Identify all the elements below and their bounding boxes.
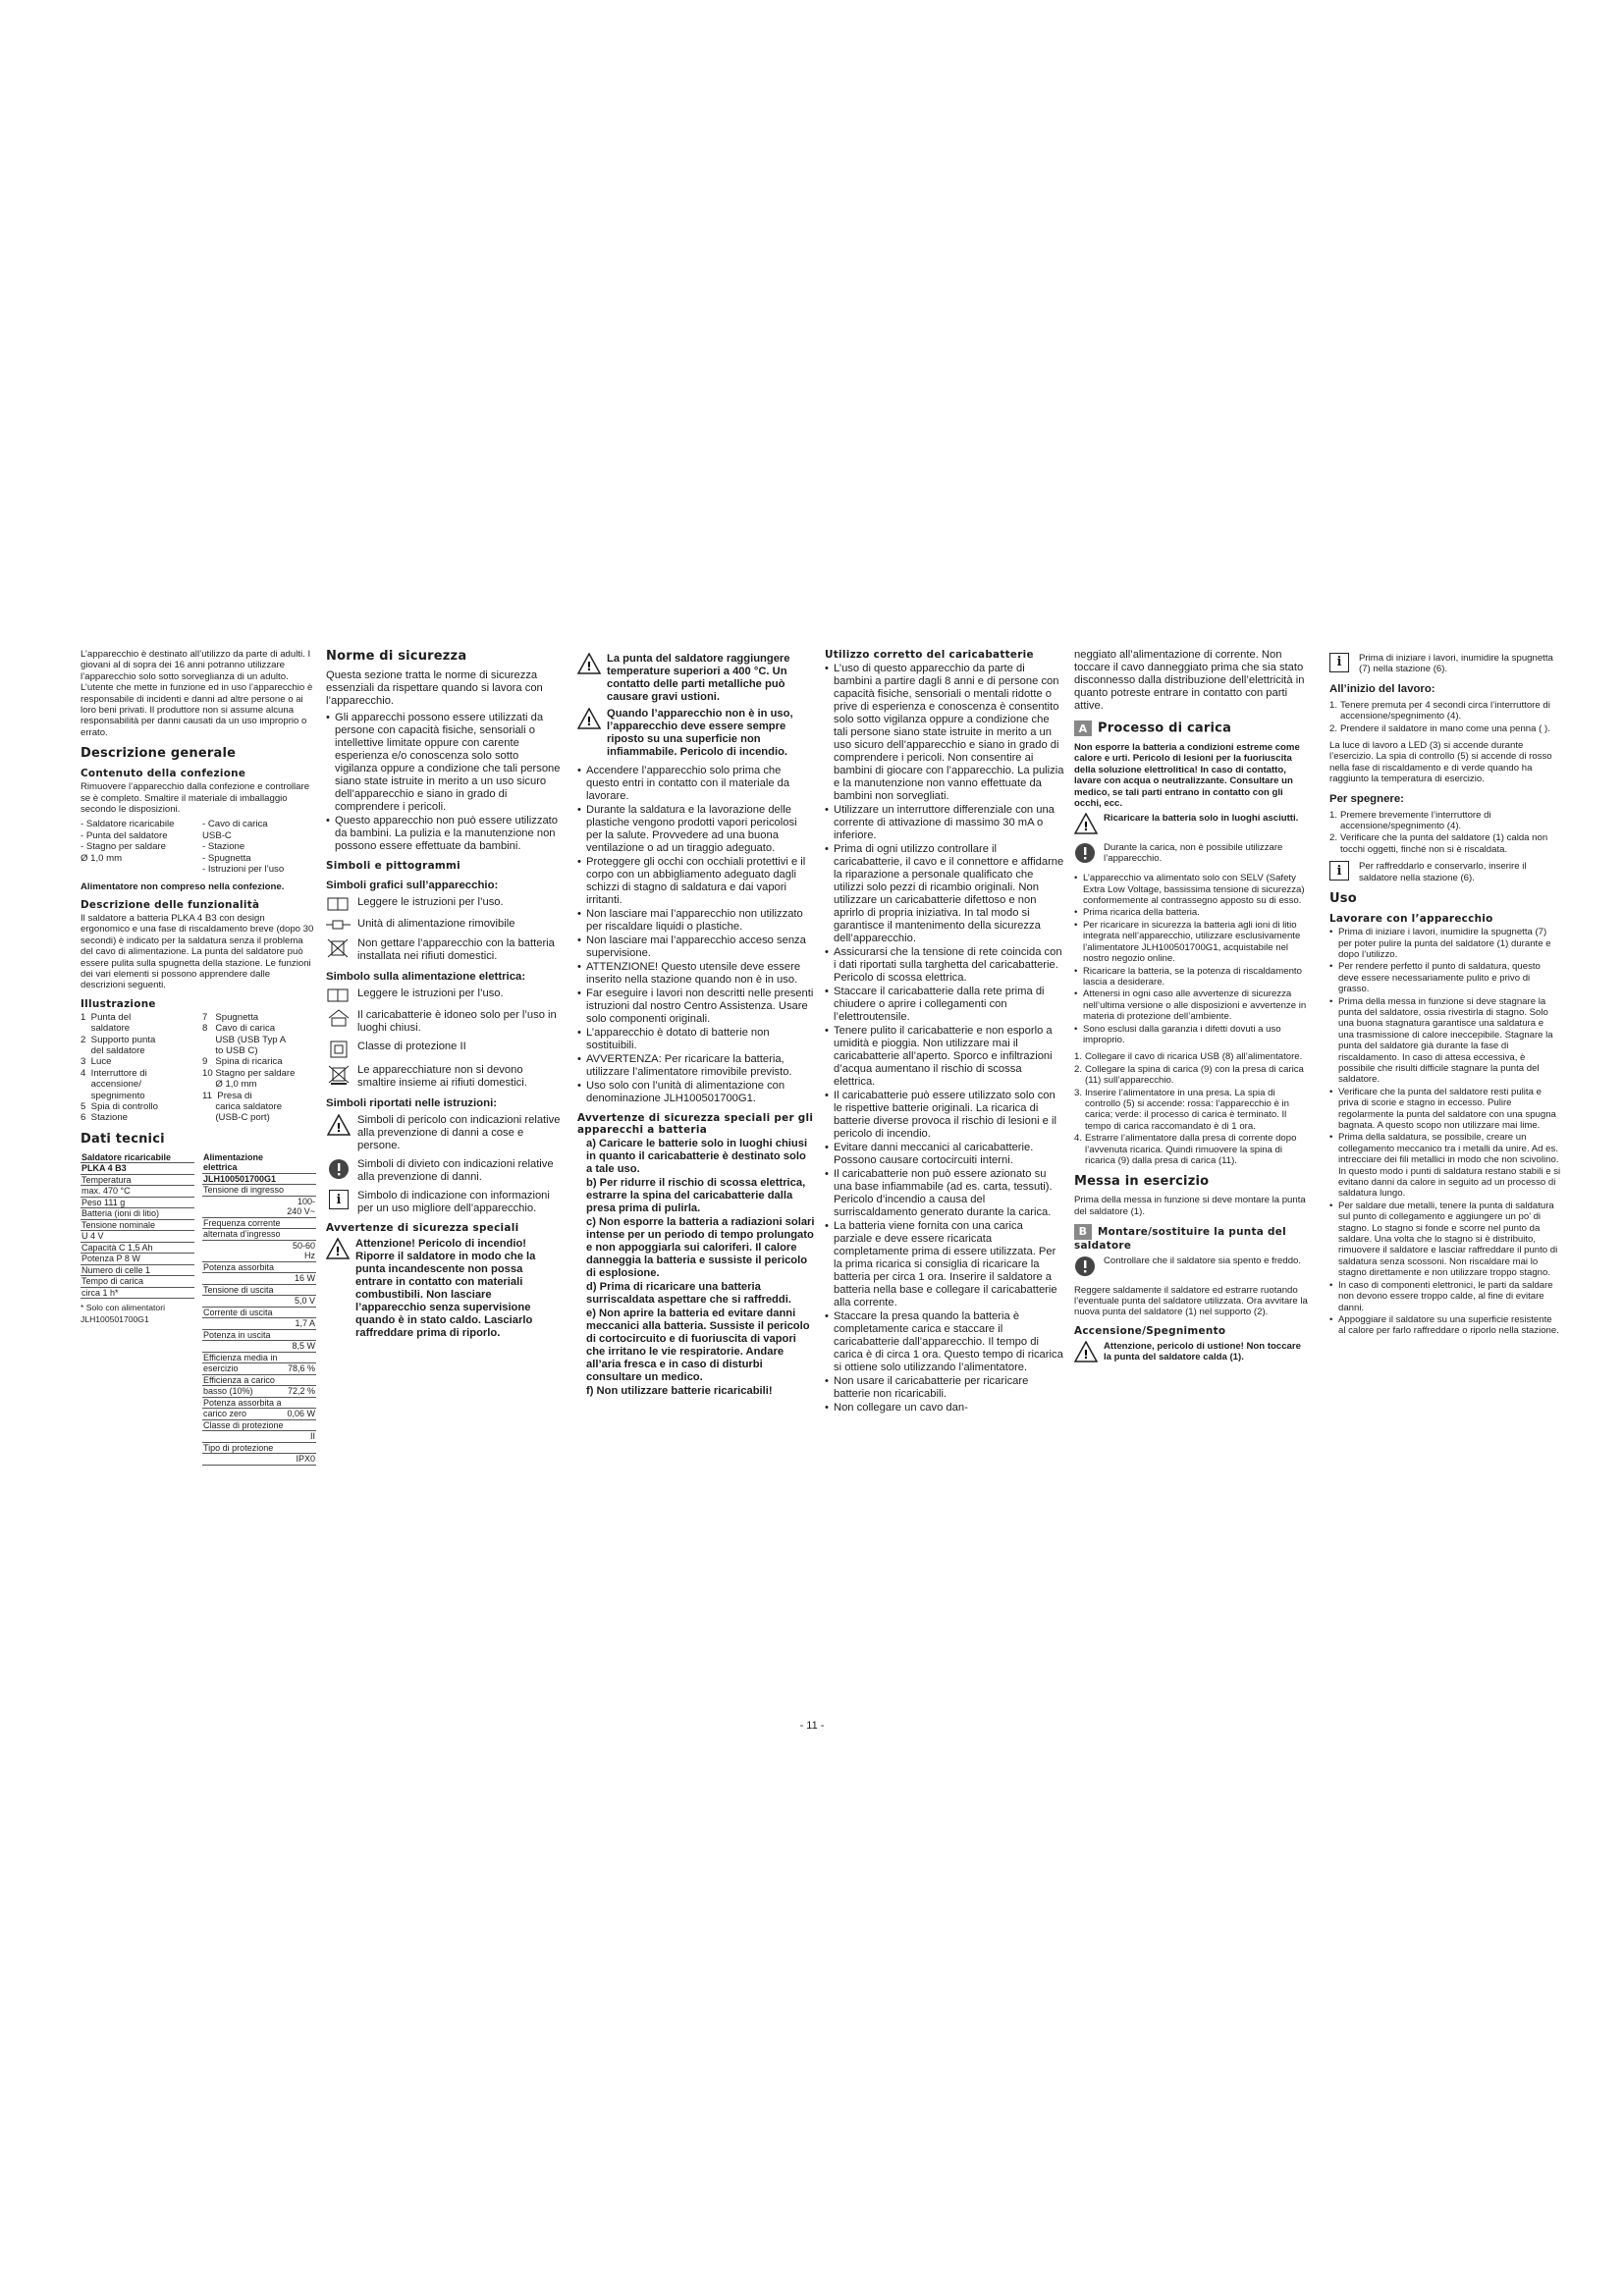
warning-triangle-icon bbox=[326, 1114, 352, 1136]
working-item: • Per rendere perfetto il punto di saldatura, questo deve essere necessariamente pulito e privo di grasso. bbox=[1329, 961, 1561, 994]
battery-warning-item: e) Non aprire la batteria ed evitare danni meccanici alla batteria. Sussiste il pericolo di cortocircuito e di fuoriuscita di vapori che irritano le vie respiratorie. Andare all’aria fresca e in caso di disturbi consultare un medico. bbox=[586, 1308, 810, 1383]
contents-item: - Stazione bbox=[202, 841, 245, 853]
svg-text:!: ! bbox=[586, 660, 592, 673]
heading-function-description: Descrizione delle funzionalità bbox=[81, 898, 260, 911]
tech-row: Tensione di ingresso bbox=[202, 1185, 316, 1197]
warning-triangle-icon bbox=[577, 653, 601, 678]
dry-place-warning: ! Ricaricare la batteria solo in luoghi asciutti. bbox=[1074, 813, 1310, 837]
column-5 bbox=[1074, 649, 1310, 1369]
charger-use-item: • Prima di ogni utilizzo controllare il caricabatterie, il cavo e il connettore e affidarne la riparazione a personale qualificato che utilizzi solo pezzi di ricambio originali. Non utilizzare un caricabatterie difettoso e non aprirlo di propria iniziativa. In tal modo si garantisce il mantenimento della sicurezza dell’apparecchio. bbox=[825, 843, 1064, 945]
tech-row: basso (10%) 72,2 % bbox=[203, 1386, 315, 1397]
heading-start-work: All’inizio del lavoro: bbox=[1329, 682, 1435, 695]
tech-row: Saldatore ricaricabile bbox=[81, 1152, 194, 1163]
cold-check-note: Controllare che il saldatore sia spento e freddo. bbox=[1074, 1255, 1310, 1280]
heading-charger-use: Utilizzo corretto del caricabatterie bbox=[825, 649, 1034, 661]
charger-use-item: • Assicurarsi che la tensione di rete coincida con i dati riportati sulla targhetta del caricabatterie. Pericolo di scossa elettrica. bbox=[825, 946, 1064, 985]
heading-special-warnings: Avvertenze di sicurezza speciali bbox=[326, 1222, 519, 1234]
tech-row: Corrente di uscita bbox=[202, 1307, 316, 1318]
warning-triangle-icon bbox=[1074, 813, 1098, 837]
legend-item: to USB C) bbox=[202, 1044, 258, 1056]
warning-triangle-icon bbox=[577, 708, 601, 733]
hot-tip-warning: ! La punta del saldatore raggiungere temperature superiori a 400 °C. Un contatto delle parti metalliche può causare gravi ustioni. bbox=[577, 653, 815, 704]
svg-text:!: ! bbox=[336, 1121, 342, 1135]
charger-use-list bbox=[825, 663, 1064, 1415]
warning-triangle-icon bbox=[326, 1238, 350, 1263]
heading-symbols-device: Simboli grafici sull’apparecchio: bbox=[326, 880, 499, 891]
svg-text:!: ! bbox=[335, 1245, 341, 1258]
charger-use-item: • La batteria viene fornita con una carica parziale e deve essere ricaricata completamente prima di essere utilizzata. Per la prima ricarica si consiglia di ricaricare la batteria per circa 1 ora. Inserire il saldatore a batteria nella base e collegare il caricabatterie alla corrente. bbox=[825, 1220, 1064, 1309]
battery-warning-item: d) Prima di ricaricare una batteria surriscaldata aspettare che si raffreddi. bbox=[586, 1281, 791, 1306]
info-icon: i bbox=[1329, 653, 1353, 672]
battery-warning-item: f) Non utilizzare batterie ricaricabili! bbox=[586, 1385, 773, 1397]
tech-row: Efficienza a carico bbox=[202, 1374, 316, 1386]
legend-item: spegnimento bbox=[81, 1090, 145, 1101]
charging-note: • L’apparecchio va alimentato solo con SELV (Safety Extra Low Voltage, bassissima tensione di sicurezza) conformemente al contrassegno apposto su di esso. bbox=[1074, 873, 1310, 906]
charger-use-continued: neggiato all’alimentazione di corrente. Non toccare il cavo danneggiato prima che sia stato disconnesso dalla distribuzione dell’elettricità in quanto potreste entrare in contatto con parti attive. bbox=[1074, 649, 1305, 712]
warning-triangle-icon bbox=[1074, 1341, 1098, 1365]
technical-data bbox=[81, 1152, 316, 1466]
stop-steps bbox=[1329, 810, 1561, 856]
tech-row: Tipo di protezione bbox=[202, 1442, 316, 1454]
symbol-removable-psu: Unità di alimentazione rimovibile bbox=[326, 918, 562, 932]
heading-mount-tip: B Montare/sostituire la punta del saldatore bbox=[1074, 1225, 1286, 1253]
charging-note: • Per ricaricare in sicurezza la batteria agli ioni di litio integrata nell’apparecchio, utilizzare esclusivamente l’alimentatore JLH100501700G1, acquistabile nel nostro negozio online. bbox=[1074, 920, 1310, 965]
charging-step: 2. Collegare la spina di carica (9) con la presa di carica (11) sull’apparecchio. bbox=[1074, 1063, 1304, 1087]
battery-warning-item: a) Caricare le batterie solo in luoghi chiusi in quanto il caricabatterie è destinato solo a tale uso. bbox=[586, 1138, 808, 1175]
charger-use-item: • Staccare la presa quando la batteria è completamente carica e staccare il caricabatterie dall’apparecchio. Il tempo di carica è di circa 1 ora. Questo tempo di ricarica si ottiene solo utilizzando l’alimentatore. bbox=[825, 1310, 1064, 1374]
mount-text: Reggere saldamente il saldatore ed estrarre ruotando l’eventuale punta del saldatore utilizzata. Ora avvitare la nuova punta del saldatore (1) nel supporto (2). bbox=[1074, 1284, 1308, 1318]
charging-steps bbox=[1074, 1051, 1310, 1166]
tech-row: Capacità C 1,5 Ah bbox=[81, 1242, 194, 1254]
tech-row: Numero di celle 1 bbox=[81, 1264, 194, 1276]
legend-item: del saldatore bbox=[81, 1044, 145, 1056]
safety-item: • Proteggere gli occhi con occhiali protettivi e il corpo con un abbigliamento adeguato dagli schizzi di stagno di saldatura e dai vapori irritanti. bbox=[577, 856, 815, 907]
column-3 bbox=[577, 649, 815, 1399]
legend-item: 1 Punta del bbox=[81, 1011, 132, 1023]
tech-row: Tensione di uscita bbox=[202, 1284, 316, 1296]
legend-item: carica saldatore bbox=[202, 1101, 283, 1112]
tech-row: 1,7 A bbox=[202, 1318, 316, 1330]
symbol-protection-class-2: Classe di protezione II bbox=[326, 1041, 562, 1058]
charger-use-item: • Utilizzare un interruttore differenziale con una corrente di attivazione di massimo 30 mA o inferiore. bbox=[825, 804, 1064, 842]
charging-note: • Attenersi in ogni caso alle avvertenze di sicurezza nell’ultima versione o alle disposizioni e avvertenze in materia di protezione dell’ambiente. bbox=[1074, 988, 1310, 1022]
fire-warning: ! Attenzione! Pericolo di incendio! Riporre il saldatore in modo che la punta incandescente non possa entrare in contatto con materiali combustibili. Non lasciare l’apparecchio senza supervisione quando è in stato caldo. Lasciarlo raffreddare prima di riporlo. bbox=[326, 1238, 562, 1340]
legend-item: 2 Supporto punta bbox=[81, 1034, 156, 1045]
working-item: • Per saldare due metalli, tenere la punta di saldatura sul punto di collegamento e aggiungere un po’ di stagno. Lo stagno si fonde e scorre nel punto da saldare. Una volta che lo stagno si è distribuito, rimuovere il saldatore e lasciar raffreddare il punto di saldatura senza scossoni. Non riscaldare mai lo stagno direttamente e non utilizzare troppo stagno. bbox=[1329, 1201, 1561, 1279]
heading-technical-data: Dati tecnici bbox=[81, 1131, 165, 1147]
legend-item: (USB-C port) bbox=[202, 1112, 270, 1124]
safety-item: • Non lasciare mai l’apparecchio acceso senza supervisione. bbox=[577, 934, 815, 960]
illustration-legend-right bbox=[202, 1012, 316, 1124]
charger-use-item: • Evitare danni meccanici al caricabatterie. Possono causare cortocircuiti interni. bbox=[825, 1142, 1064, 1167]
tech-row: JLH100501700G1 bbox=[202, 1173, 316, 1185]
heading-package-contents: Contenuto della confezione bbox=[81, 768, 246, 780]
tech-row: carico zero 0,06 W bbox=[203, 1409, 315, 1419]
tech-table-power-supply bbox=[202, 1152, 316, 1466]
heading-symbols-psu: Simbolo sulla alimentazione elettrica: bbox=[326, 971, 526, 983]
tech-row: 50-60 Hz bbox=[202, 1240, 316, 1261]
prohibition-icon bbox=[1074, 1255, 1098, 1280]
figure-b-badge: B bbox=[1074, 1224, 1092, 1240]
book-icon bbox=[326, 896, 352, 912]
tech-row: 100-240 V~ bbox=[202, 1196, 316, 1217]
tech-row: U 4 V bbox=[81, 1231, 194, 1243]
svg-text:!: ! bbox=[1083, 820, 1089, 834]
charger-use-item: • Il caricabatterie non può essere azionato su una base infiammabile (ad es. carta, tessuti). Pericolo d’incendio a causa del surriscaldamento generato durante la carica. bbox=[825, 1168, 1064, 1219]
legend-item: 11 Presa di bbox=[202, 1090, 252, 1101]
charging-step: 1. Collegare il cavo di ricarica USB (8) all’alimentatore. bbox=[1074, 1051, 1303, 1063]
tech-row: 5,0 V bbox=[202, 1296, 316, 1308]
safety-list bbox=[326, 712, 562, 853]
safety-item: • Accendere l’apparecchio solo prima che questo entri in contatto con il materiale da lavorare. bbox=[577, 765, 815, 803]
function-text: Il saldatore a batteria PLKA 4 B3 con design ergonomico e una fase di riscaldamento breve (dopo 30 secondi) è indicato per la saldatura senza il problema del cavo di alimentazione. La punta del saldatore può essere pulita sulla spugnetta della stazione. Le funzioni dei vari elementi si possono apprendere dalle descrizioni seguenti. bbox=[81, 912, 314, 991]
crossed-bin-icon bbox=[326, 1064, 352, 1086]
info-icon: i bbox=[1329, 861, 1353, 881]
tech-row: Potenza P 8 W bbox=[81, 1254, 194, 1265]
legend-item: saldatore bbox=[81, 1023, 131, 1035]
charger-use-item: • L’uso di questo apparecchio da parte di bambini a partire dagli 8 anni e di persone con capacità fisiche, sensoriali o mentali ridotte o prive di esperienza e conoscenza è consentito solo sotto vigilanza oppure a condizione che tali persone siano state istruite in merito a un uso sicuro dell’apparecchio e siano in grado di comprendere i pericoli. Non consentire ai bambini di giocare con l’apparecchio. La pulizia e la manutenzione non vanno effettuate da bambini non sorvegliati. bbox=[825, 663, 1064, 803]
operation-text: Prima della messa in funzione si deve montare la punta del saldatore (1). bbox=[1074, 1195, 1306, 1217]
legend-item: 8 Cavo di carica bbox=[202, 1023, 276, 1035]
safety-item: • AVVERTENZA: Per ricaricare la batteria, utilizzare l’alimentatore rimovibile previsto. bbox=[577, 1053, 815, 1079]
contents-item: - Punta del saldatore bbox=[81, 829, 168, 841]
working-item: • Prima della messa in funzione si deve stagnare la punta del saldatore, ossia rivestirla di stagno. Solo una buona stagnatura garantisce una saldatura e una trasmissione di calore ineccepibile. Stagnare la punta del saldatore già durante la fase di riscaldamento. In caso di attesa eccessiva, è possibile che risulti difficile stagnare la punta del saldatore. bbox=[1329, 996, 1561, 1086]
page-number: - 11 - bbox=[799, 1720, 825, 1732]
charger-use-item: • Il caricabatterie può essere utilizzato solo con le rispettive batterie originali. La ricarica di batterie diverse provoca il rischio di lesioni e il pericolo di incendio. bbox=[825, 1090, 1064, 1141]
tech-row: Potenza assorbita bbox=[202, 1261, 316, 1273]
start-steps bbox=[1329, 700, 1561, 734]
working-item: • In caso di componenti elettronici, le parti da saldare non devono essere troppo calde, al fine di evitare danni. bbox=[1329, 1280, 1561, 1313]
burn-warning: ! Attenzione, pericolo di ustione! Non toccare la punta del saldatore calda (1). bbox=[1074, 1341, 1310, 1365]
safety-list-2 bbox=[577, 765, 815, 1105]
charging-warning: Non esporre la batteria a condizioni estreme come calore e urti. Pericolo di lesioni per la fuoriuscita della soluzione elettrolitica! In caso di contatto, lavare con acqua o neutralizzante. Consultare un medico, se tali parti entrano in contatto con gli occhi, ecc. bbox=[1074, 742, 1300, 810]
charger-use-item: • Non collegare un cavo dan- bbox=[825, 1402, 1064, 1415]
column-4 bbox=[825, 649, 1064, 1415]
sponge-info: i Prima di iniziare i lavori, inumidire la spugnetta (7) nella stazione (6). bbox=[1329, 653, 1561, 675]
heading-charging: A Processo di carica bbox=[1074, 721, 1310, 736]
start-step: 1. Tenere premuta per 4 secondi circa l’interruttore di accensione/spegnimento (4). bbox=[1329, 699, 1550, 722]
contents-item: - Saldatore ricaricabile bbox=[81, 819, 175, 830]
column-6 bbox=[1329, 649, 1561, 1338]
figure-a-badge: A bbox=[1074, 721, 1092, 736]
house-icon bbox=[326, 1009, 352, 1027]
symbol-weee: Le apparecchiature non si devono smaltire insieme ai rifiuti domestici. bbox=[326, 1064, 562, 1090]
legend-item: 5 Spia di controllo bbox=[81, 1101, 158, 1112]
heading-symbols-manual: Simboli riportati nelle istruzioni: bbox=[326, 1097, 498, 1109]
battery-warning-list bbox=[577, 1138, 815, 1398]
tech-table-charger bbox=[81, 1152, 194, 1300]
tech-row: Potenza in uscita bbox=[202, 1329, 316, 1341]
tech-row: Potenza assorbita a bbox=[202, 1397, 316, 1409]
symbol-no-household-waste: Non gettare l’apparecchio con la batteria installata nei rifiuti domestici. bbox=[326, 937, 562, 963]
heading-illustration: Illustrazione bbox=[81, 997, 156, 1010]
charging-note: • Ricaricare la batteria, se la potenza di riscaldamento lascia a desiderare. bbox=[1074, 966, 1310, 988]
legend-item: 7 Spugnetta bbox=[202, 1011, 259, 1023]
heading-switch-off: Per spegnere: bbox=[1329, 792, 1404, 805]
contents-item: - Stagno per saldare bbox=[81, 841, 166, 853]
safety-item: • Durante la saldatura e la lavorazione delle plastiche vengono prodotti vapori pericolosi per la salute. Provvedere ad una buona ventilazione o ad un tiraggio adeguato. bbox=[577, 804, 815, 855]
tech-row: Tensione nominale bbox=[81, 1219, 194, 1231]
tech-row: PLKA 4 B3 bbox=[81, 1163, 194, 1175]
tech-row: alternata d’ingresso bbox=[202, 1229, 316, 1241]
contents-text: Rimuovere l’apparecchio dalla confezione e controllare se è completo. Smaltire il materiale di imballaggio secondo le disposizioni. bbox=[81, 781, 310, 816]
legend-item: 3 Luce bbox=[81, 1056, 112, 1068]
charging-step: 3. Inserire l’alimentatore in una presa. La spia di controllo (5) si accende: rossa: l’apparecchio è in carica; verde: il processo di carica è terminato. Il tempo di carica raccomandato è di 1 ora. bbox=[1074, 1087, 1289, 1132]
book-icon bbox=[326, 988, 352, 1003]
contents-item: USB-C bbox=[202, 829, 232, 841]
double-square-icon bbox=[326, 1041, 352, 1058]
cooling-info: i Per raffreddarlo e conservarlo, inserire il saldatore nella stazione (6). bbox=[1329, 861, 1561, 883]
safety-intro: Questa sezione tratta le norme di sicurezza essenziali da rispettare quando si lavora con l’apparecchio. bbox=[326, 669, 543, 707]
legend-item: 9 Spina di ricarica bbox=[202, 1056, 283, 1068]
tech-row: esercizio 78,6 % bbox=[203, 1363, 315, 1374]
legend-item: 10 Stagno per saldare bbox=[202, 1067, 296, 1079]
working-list bbox=[1329, 927, 1561, 1337]
symbol-danger: ! Simboli di pericolo con indicazioni relative alla prevenzione di danni a cose e persone. bbox=[326, 1114, 562, 1152]
tech-row: circa 1 h* bbox=[81, 1287, 194, 1299]
prohibition-icon bbox=[326, 1158, 352, 1180]
tech-row: Classe di protezione bbox=[202, 1419, 316, 1431]
power-supply-icon bbox=[326, 918, 352, 932]
tech-row: Tempo di carica bbox=[81, 1276, 194, 1288]
safety-item: • Gli apparecchi possono essere utilizzati da persone con capacità fisiche, sensoriali o intellettive limitate oppure con carente esperienza e/o conoscenza solo sotto vigilanza oppure a condizione che tali persone siano state istruite in merito a un uso sicuro dell’apparecchio e siano in grado di comprendere i pericoli. bbox=[326, 712, 562, 814]
tech-row: II bbox=[202, 1431, 316, 1443]
storage-warning: ! Quando l’apparecchio non è in uso, l’apparecchio deve essere sempre riposto su una superficie non infiammabile. Pericolo di incendio. bbox=[577, 708, 815, 759]
heading-symbols: Simboli e pittogrammi bbox=[326, 860, 461, 872]
column-2 bbox=[326, 649, 562, 1344]
tech-row: Alimentazione elettrica bbox=[202, 1152, 316, 1174]
tech-row: Temperatura bbox=[81, 1174, 194, 1186]
working-item: • Appoggiare il saldatore su una superficie resistente al calore per farlo raffreddare o riporlo nella stazione. bbox=[1329, 1314, 1561, 1337]
symbol-indoor-use: Il caricabatterie è idoneo solo per l’uso in luoghi chiusi. bbox=[326, 1009, 562, 1035]
illustration-legend-left bbox=[81, 1012, 194, 1124]
prohibition-icon bbox=[1074, 842, 1098, 867]
safety-item: • Questo apparecchio non può essere utilizzato da bambini. La pulizia e la manutenzione non possono essere effettuate da bambini. bbox=[326, 815, 562, 853]
contents-left bbox=[81, 819, 194, 875]
illustration-legend bbox=[81, 1012, 316, 1124]
working-item: • Prima di iniziare i lavori, inumidire la spugnetta (7) per poter pulire la punta del saldatore (1) durante e dopo l’utilizzo. bbox=[1329, 927, 1561, 960]
legend-item: 6 Stazione bbox=[81, 1112, 129, 1124]
svg-text:!: ! bbox=[586, 715, 592, 728]
tech-row: IPX0 bbox=[202, 1454, 316, 1466]
battery-warning-item: b) Per ridurre il rischio di scossa elettrica, estrarre la spina del caricabatterie dalla presa prima di pulirla. bbox=[586, 1177, 806, 1214]
tech-row: 16 W bbox=[202, 1273, 316, 1285]
charger-use-item: • Non usare il caricabatterie per ricaricare batterie non ricaricabili. bbox=[825, 1375, 1064, 1401]
start-step: 2. Prendere il saldatore in mano come una penna ( ). bbox=[1329, 722, 1550, 734]
symbol-info: i Simbolo di indicazione con informazioni per un uso migliore dell’apparecchio. bbox=[326, 1190, 562, 1215]
safety-item: • Non lasciare mai l’apparecchio non utilizzato per riscaldare liquidi o plastiche. bbox=[577, 908, 815, 934]
tech-row: Frequenza corrente bbox=[202, 1217, 316, 1229]
legend-item: Ø 1,0 mm bbox=[202, 1079, 257, 1091]
heading-on-off: Accensione/Spegnimento bbox=[1074, 1324, 1226, 1337]
contents-item: - Istruzioni per l’uso bbox=[202, 864, 285, 876]
no-use-while-charging: Durante la carica, non è possibile utilizzare l’apparecchio. bbox=[1074, 842, 1310, 867]
svg-text:!: ! bbox=[1083, 1347, 1089, 1362]
heading-general-description: Descrizione generale bbox=[81, 746, 237, 762]
stop-step: 2. Verificare che la punta del saldatore (1) calda non tocchi oggetti, finché non si è riscaldata. bbox=[1329, 832, 1548, 855]
safety-item: • Far eseguire i lavori non descritti nelle presenti istruzioni dal nostro Centro Assistenza. Usare solo componenti originali. bbox=[577, 988, 815, 1026]
heading-working: Lavorare con l’apparecchio bbox=[1329, 913, 1493, 926]
crossed-bin-icon bbox=[326, 937, 352, 959]
contents-item: - Spugnetta bbox=[202, 852, 251, 864]
column-1 bbox=[81, 649, 316, 1466]
charger-use-item: • Tenere pulito il caricabatterie e non esporlo a umidità e pioggia. Non utilizzare mai il caricabatterie all’aperto. Sporco e infiltrazioni d’acqua aumentano il rischio di scossa elettrica. bbox=[825, 1025, 1064, 1089]
charging-notes bbox=[1074, 873, 1310, 1045]
contents-right bbox=[202, 819, 316, 875]
tech-row: 8,5 W bbox=[202, 1341, 316, 1353]
charging-note: • Prima ricarica della batteria. bbox=[1074, 907, 1310, 918]
info-icon: i bbox=[326, 1190, 352, 1209]
symbol-prohibition: Simboli di divieto con indicazioni relative alla prevenzione di danni. bbox=[326, 1158, 562, 1184]
working-item: • Verificare che la punta del saldatore resti pulita e priva di scorie e stagno in eccesso. Pulire regolarmente la punta del saldatore con una spugna bagnata. A questo scopo non utilizzare mai lime. bbox=[1329, 1087, 1561, 1132]
contents-item: - Cavo di carica bbox=[202, 819, 268, 830]
symbol-read-manual-2: Leggere le istruzioni per l’uso. bbox=[326, 988, 562, 1003]
tech-footnote: * Solo con alimentatori JLH100501700G1 bbox=[81, 1303, 165, 1324]
contents-item: Ø 1,0 mm bbox=[81, 852, 123, 864]
stop-step: 1. Premere brevemente l’interruttore di accensione/spegnimento (4). bbox=[1329, 809, 1491, 832]
tech-row: Efficienza media in bbox=[202, 1352, 316, 1363]
tech-row: Peso 111 g bbox=[81, 1197, 194, 1208]
heading-use: Uso bbox=[1329, 891, 1357, 907]
legend-item: USB (USB Typ A bbox=[202, 1034, 287, 1045]
symbol-read-manual: Leggere le istruzioni per l’uso. bbox=[326, 896, 562, 912]
charging-step: 4. Estrarre l’alimentatore dalla presa di corrente dopo l’avvenuta ricarica. Quindi rimuovere la spina di ricarica (9) dalla presa di carica (11). bbox=[1074, 1133, 1297, 1166]
safety-item: • L’apparecchio è dotato di batterie non sostituibili. bbox=[577, 1027, 815, 1052]
battery-warning-item: c) Non esporre la batteria a radiazioni solari intense per un periodo di tempo prolungato e non appoggiarla sui caloriferi. Il calore danneggia la batteria e sussiste il pericolo di esplosione. bbox=[586, 1216, 815, 1279]
tech-row: Batteria (ioni di litio) bbox=[81, 1208, 194, 1220]
working-item: • Prima della saldatura, se possibile, creare un collegamento meccanico tra i metalli da unire. Ad es. intrecciare dei fili metallici in modo che non scivolino. In questo modo i punti di saldatura restano stabili e si evitano danni da calore in seguito ad un processo di saldatura lungo. bbox=[1329, 1132, 1561, 1199]
legend-item: accensione/ bbox=[81, 1079, 141, 1091]
legend-item: 4 Interruttore di bbox=[81, 1067, 147, 1079]
intro-text: L’apparecchio è destinato all’utilizzo da parte di adulti. I giovani al di sopra dei 16 anni potranno utilizzare l’apparecchio solo sotto sorveglianza di un adulto. L’utente che mette in funzione ed in uso l’apparecchio è responsabile di incidenti e danni ad altre persone o ai loro beni privati. Il produttore non si assume alcuna responsabilità per danni causati da un uso improprio o errato. bbox=[81, 649, 313, 738]
no-adapter-note: Alimentatore non compreso nella confezione. bbox=[81, 881, 285, 892]
heading-safety: Norme di sicurezza bbox=[326, 649, 467, 664]
tech-row: max. 470 °C bbox=[81, 1186, 194, 1198]
safety-item: • Uso solo con l’unità di alimentazione con denominazione JLH100501700G1. bbox=[577, 1080, 815, 1105]
safety-item: • ATTENZIONE! Questo utensile deve essere inserito nella stazione quando non è in uso. bbox=[577, 961, 815, 987]
heading-battery-warnings: Avvertenze di sicurezza speciali per gli apparecchi a batteria bbox=[577, 1112, 814, 1136]
heading-operation: Messa in esercizio bbox=[1074, 1174, 1210, 1190]
led-text: La luce di lavoro a LED (3) si accende durante l’esercizio. La spia di controllo (5) si accende di rosso nella fase di riscaldamento e di verde quando ha raggiunto la temperatura di esercizio. bbox=[1329, 740, 1552, 785]
charger-use-item: • Staccare il caricabatterie dalla rete prima di chiudere o aprire i collegamenti con l’elettroutensile. bbox=[825, 986, 1064, 1024]
charging-note: • Sono esclusi dalla garanzia i difetti dovuti a uso improprio. bbox=[1074, 1024, 1310, 1046]
contents-list bbox=[81, 819, 316, 875]
